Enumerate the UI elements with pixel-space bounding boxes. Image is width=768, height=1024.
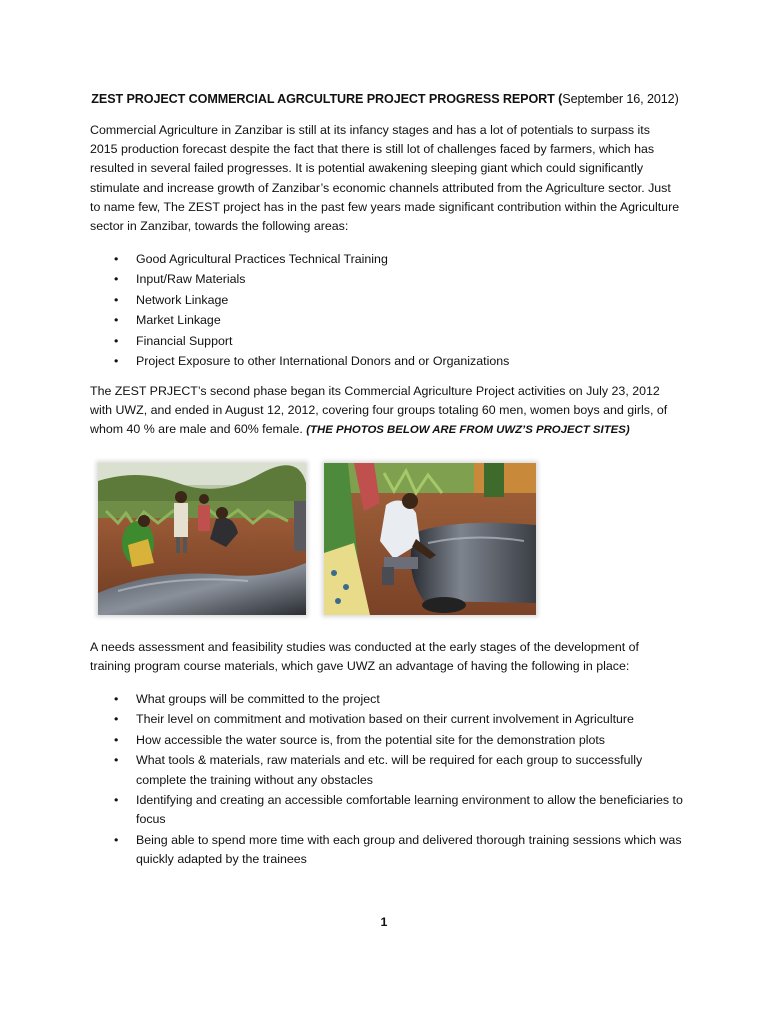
assessment-paragraph: A needs assessment and feasibility studies was conducted at the early stages of the development of training program course materials, which gave UWZ an advantage of having the following in place:	[90, 640, 639, 674]
report-date: September 16, 2012	[562, 92, 675, 106]
project-photo-1	[98, 463, 306, 615]
list-item: • Their level on commitment and motivation based on their current involvement in Agriculture	[90, 710, 690, 729]
contribution-areas-list	[90, 250, 690, 372]
list-item: • Financial Support	[90, 332, 690, 351]
findings-list	[90, 690, 690, 871]
report-title	[90, 92, 680, 106]
list-item: • What tools & materials, raw materials and etc. will be required for each group to successfully complete the training without any obstacles	[90, 751, 690, 790]
project-photo-2	[324, 463, 536, 615]
list-item: • What groups will be committed to the project	[90, 690, 690, 709]
report-title-main: ZEST PROJECT COMMERCIAL AGRCULTURE PROJECT PROGRESS REPORT (	[91, 92, 563, 106]
intro-paragraph: Commercial Agriculture in Zanzibar is still at its infancy stages and has a lot of potentials to surpass its 2015 production forecast despite the fact that there is still lot of challenges faced by farmers, which has resulted in several failed progresses. It is potential awakening sleeping giant which could significantly stimulate and increase growth of Zanzibar’s economic channels attributed from the Agriculture sector. Just to name few, The ZEST project has in the past few years made significant contribution within the Agriculture sector in Zanzibar, towards the following areas:	[90, 123, 680, 234]
list-item: • Identifying and creating an accessible comfortable learning environment to allow the beneficiaries to focus	[90, 791, 690, 830]
list-item: • How accessible the water source is, from the potential site for the demonstration plots	[90, 731, 690, 750]
list-item: • Market Linkage	[90, 311, 690, 330]
list-item: • Being able to spend more time with each group and delivered thorough training sessions which was quickly adapted by the trainees	[90, 831, 690, 870]
list-item: • Network Linkage	[90, 291, 690, 310]
page-number: 1	[380, 915, 388, 929]
phase-text: The ZEST PRJECT’s second phase began its Commercial Agriculture Project activities on July 23, 2012 with UWZ, and ended in August 12, 2012, covering four groups totaling 60 men, women boys and girls, of whom 40 % are male and 60% female.	[90, 384, 668, 437]
report-title-close: )	[674, 92, 679, 106]
phase-paragraph	[90, 382, 680, 441]
photos-note: (THE PHOTOS BELOW ARE FROM UWZ’S PROJECT SITES)	[306, 424, 630, 437]
list-item: • Good Agricultural Practices Technical Training	[90, 250, 690, 269]
list-item: • Project Exposure to other International Donors and or Organizations	[90, 352, 690, 371]
list-item: • Input/Raw Materials	[90, 270, 690, 289]
